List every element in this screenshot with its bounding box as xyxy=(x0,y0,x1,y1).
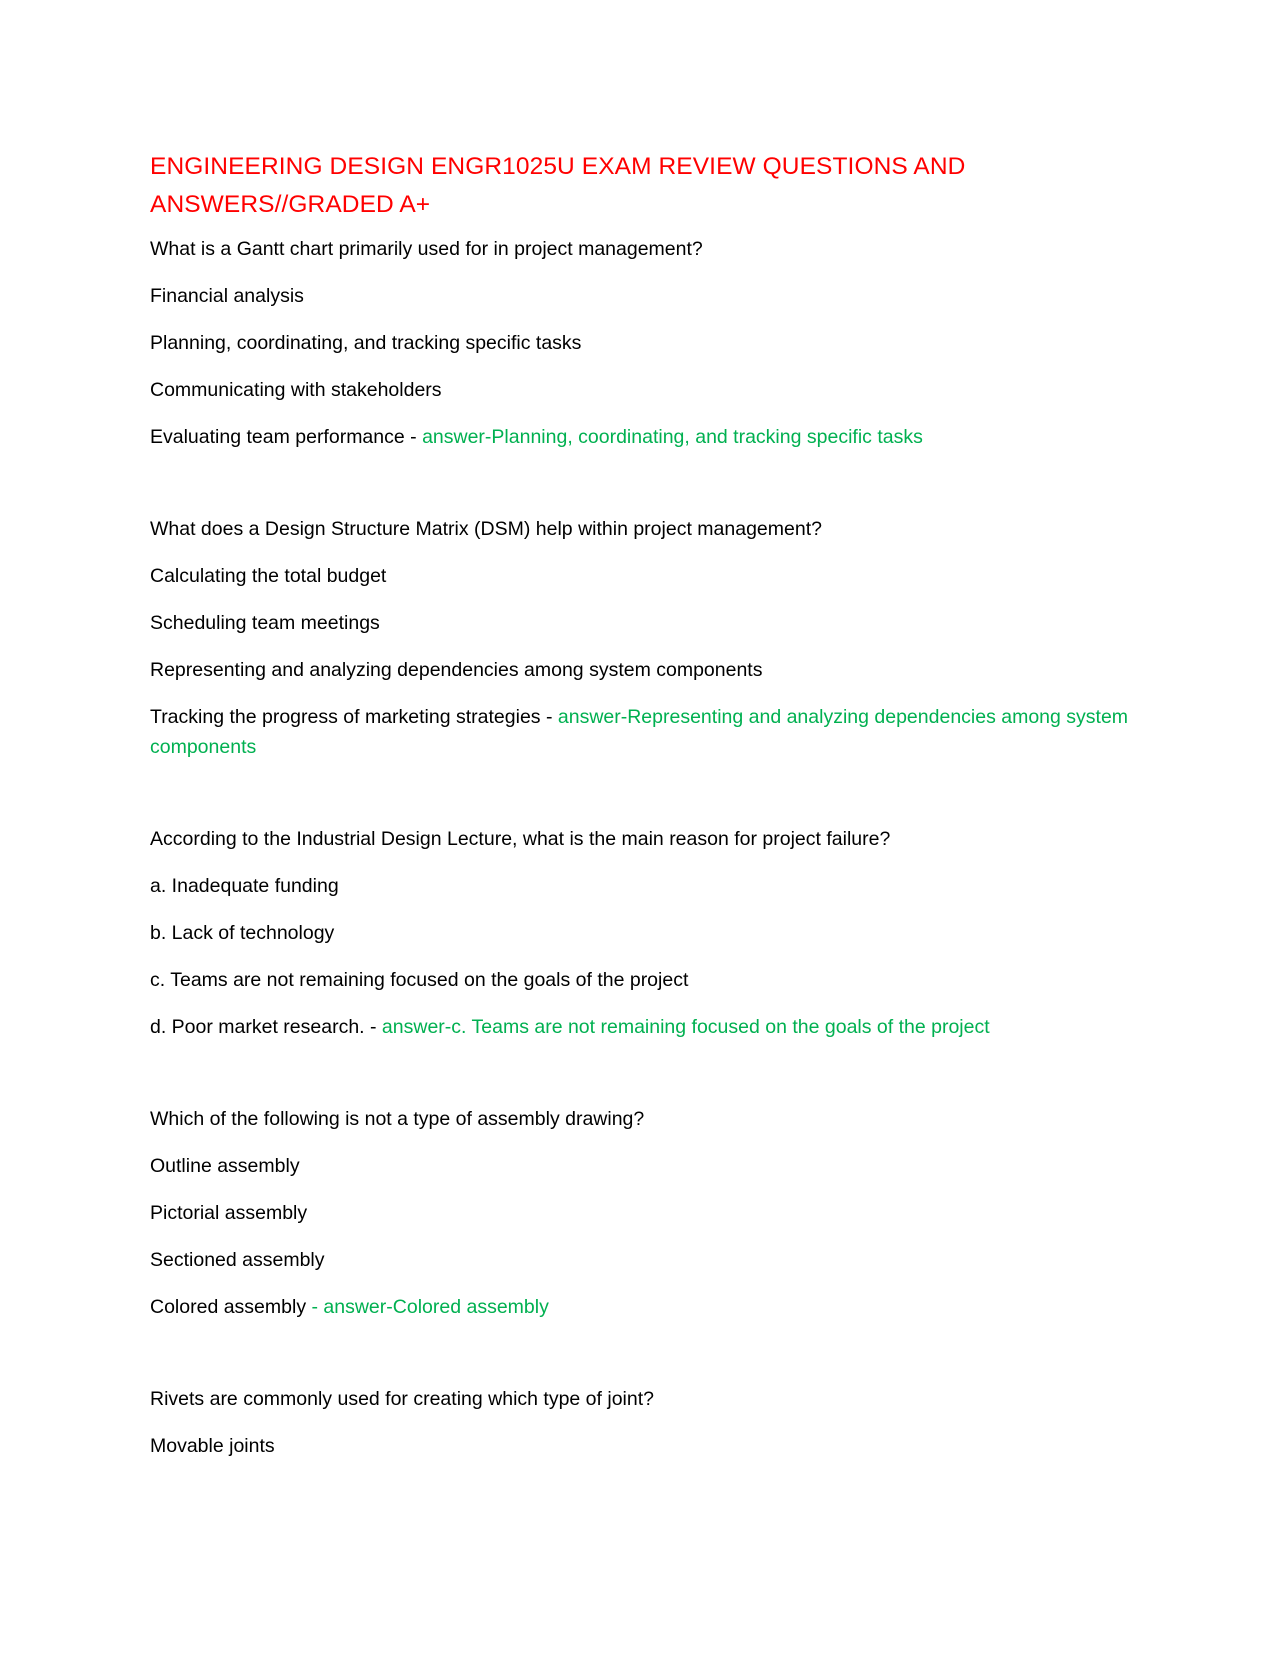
option-text: d. Poor market research. - xyxy=(150,1016,377,1038)
option-text: Planning, coordinating, and tracking specific tasks xyxy=(150,332,582,354)
option-text: Outline assembly xyxy=(150,1155,300,1177)
final-option-line xyxy=(150,702,1140,762)
option-text: Representing and analyzing dependencies among system components xyxy=(150,659,763,681)
question-block xyxy=(150,1384,1140,1461)
option-text: Scheduling team meetings xyxy=(150,612,380,634)
option-text: Tracking the progress of marketing strategies - xyxy=(150,706,553,728)
final-option-line xyxy=(150,422,1140,452)
option-text: Evaluating team performance - xyxy=(150,426,417,448)
option-text: Pictorial assembly xyxy=(150,1202,308,1224)
question-text: What does a Design Structure Matrix (DSM) help within project management? xyxy=(150,518,822,540)
spacer xyxy=(150,1339,1140,1384)
option-text: Communicating with stakeholders xyxy=(150,379,442,401)
question-text: According to the Industrial Design Lecture, what is the main reason for project failure? xyxy=(150,828,891,850)
option-text: c. Teams are not remaining focused on the goals of the project xyxy=(150,969,689,991)
spacer xyxy=(150,779,1140,824)
question-text: Rivets are commonly used for creating which type of joint? xyxy=(150,1388,654,1410)
final-option-line xyxy=(150,1292,1140,1322)
answer-text: answer-Representing and analyzing dependencies among system components xyxy=(150,706,1129,758)
question-text: What is a Gantt chart primarily used for in project management? xyxy=(150,238,703,260)
option-text: Calculating the total budget xyxy=(150,565,387,587)
option-text: b. Lack of technology xyxy=(150,922,335,944)
answer-text: answer-c. Teams are not remaining focused on the goals of the project xyxy=(381,1016,990,1038)
option-text: a. Inadequate funding xyxy=(150,875,339,897)
question-text: Which of the following is not a type of assembly drawing? xyxy=(150,1108,645,1130)
option-text: Movable joints xyxy=(150,1435,275,1457)
option-text: Sectioned assembly xyxy=(150,1249,325,1271)
question-block xyxy=(150,514,1140,762)
option-text: Financial analysis xyxy=(150,285,304,307)
final-option-line xyxy=(150,1012,1140,1042)
option-text: Colored assembly xyxy=(150,1296,307,1318)
question-block xyxy=(150,234,1140,452)
spacer xyxy=(150,469,1140,514)
spacer xyxy=(150,1059,1140,1104)
document-title: ENGINEERING DESIGN ENGR1025U EXAM REVIEW QUESTIONS AND ANSWERS//GRADED A+ xyxy=(150,153,966,218)
question-block xyxy=(150,1104,1140,1322)
answer-text: answer-Planning, coordinating, and tracking specific tasks xyxy=(422,426,923,448)
document-page xyxy=(150,148,1140,1478)
question-block xyxy=(150,824,1140,1042)
answer-text: - answer-Colored assembly xyxy=(311,1296,549,1318)
